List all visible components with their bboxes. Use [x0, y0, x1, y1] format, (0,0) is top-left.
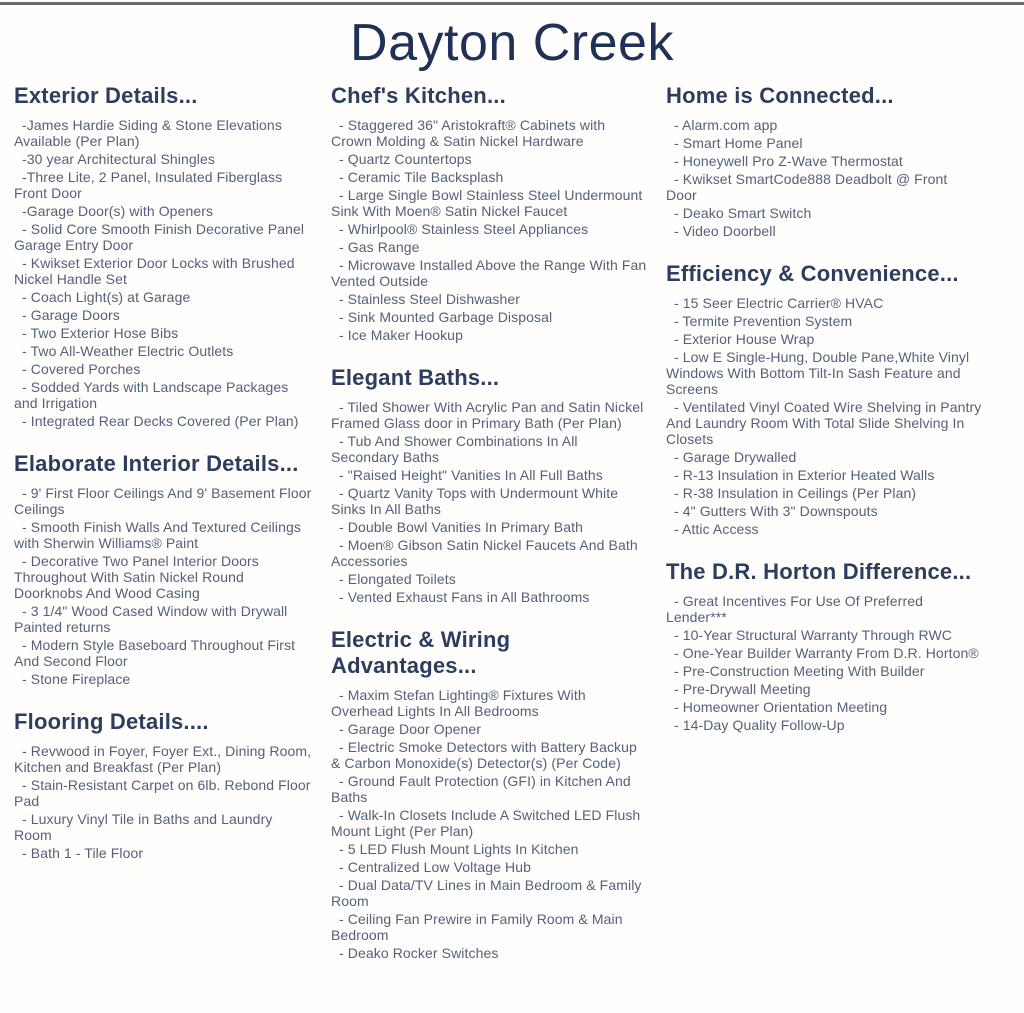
list-item: -30 year Architectural Shingles [22, 151, 215, 167]
list-item: - Ventilated Vinyl Coated Wire Shelving in Pantry And Laundry Room With Total Slide Shelving In Closets [666, 399, 982, 447]
list-item: - Stain-Resistant Carpet on 6lb. Rebond Floor Pad [14, 777, 311, 809]
page-title: Dayton Creek [350, 14, 674, 72]
list-item: - Large Single Bowl Stainless Steel Undermount Sink With Moen® Satin Nickel Faucet [331, 187, 643, 219]
list-item: - Quartz Countertops [339, 151, 472, 167]
section-heading: Elaborate Interior Details... [14, 451, 299, 476]
list-item: - 14-Day Quality Follow-Up [674, 717, 845, 733]
list-item: - Solid Core Smooth Finish Decorative Panel Garage Entry Door [14, 221, 305, 253]
list-item: - Centralized Low Voltage Hub [339, 859, 532, 875]
list-item: - Double Bowl Vanities In Primary Bath [339, 519, 583, 535]
list-item: - 9' First Floor Ceilings And 9' Basement Floor Ceilings [14, 485, 312, 517]
list-item: - Modern Style Baseboard Throughout First And Second Floor [14, 637, 296, 669]
list-item: - Ceramic Tile Backsplash [339, 169, 504, 185]
list-item: - 15 Seer Electric Carrier® HVAC [674, 295, 884, 311]
list-item: - Sink Mounted Garbage Disposal [339, 309, 553, 325]
list-item: - Electric Smoke Detectors with Battery Backup & Carbon Monoxide(s) Detector(s) (Per Code) [331, 739, 637, 771]
feature-columns [0, 83, 1024, 983]
list-item: - Garage Door Opener [339, 721, 482, 737]
section [331, 83, 649, 343]
list-item: - Exterior House Wrap [674, 331, 815, 347]
list-item: - Video Doorbell [674, 223, 776, 239]
list-item: - Termite Prevention System [674, 313, 853, 329]
section [14, 83, 314, 429]
list-item: - Decorative Two Panel Interior Doors Throughout With Satin Nickel Round Doorknobs And Wood Casing [14, 553, 259, 601]
section-heading: Exterior Details... [14, 83, 198, 108]
list-item: - Tub And Shower Combinations In All Secondary Baths [331, 433, 578, 465]
list-item: - 5 LED Flush Mount Lights In Kitchen [339, 841, 579, 857]
list-item: - One-Year Builder Warranty From D.R. Horton® [674, 645, 979, 661]
list-item: - 10-Year Structural Warranty Through RWC [674, 627, 952, 643]
list-item: - Gas Range [339, 239, 420, 255]
section [331, 627, 649, 961]
list-item: - Dual Data/TV Lines in Main Bedroom & Family Room [331, 877, 642, 909]
list-item: - R-13 Insulation in Exterior Heated Walls [674, 467, 935, 483]
feature-list [14, 485, 314, 687]
section [14, 451, 314, 687]
list-item: - Whirlpool® Stainless Steel Appliances [339, 221, 589, 237]
list-item: - Ice Maker Hookup [339, 327, 463, 343]
section [666, 83, 982, 239]
list-item: - Homeowner Orientation Meeting [674, 699, 888, 715]
list-item: - Alarm.com app [674, 117, 778, 133]
list-item: - Stone Fireplace [22, 671, 131, 687]
list-item: - Staggered 36" Aristokraft® Cabinets with Crown Molding & Satin Nickel Hardware [331, 117, 606, 149]
section-heading: Flooring Details.... [14, 709, 209, 734]
list-item: - Stainless Steel Dishwasher [339, 291, 520, 307]
list-item: - Two Exterior Hose Bibs [22, 325, 179, 341]
list-item: - Garage Drywalled [674, 449, 797, 465]
list-item: - Honeywell Pro Z-Wave Thermostat [674, 153, 903, 169]
feature-list [331, 399, 649, 605]
list-item: - Quartz Vanity Tops with Undermount White Sinks In All Baths [331, 485, 619, 517]
feature-list [14, 743, 314, 861]
column-3 [666, 83, 982, 755]
list-item: - Tiled Shower With Acrylic Pan and Satin Nickel Framed Glass door in Primary Bath (Per Plan) [331, 399, 644, 431]
feature-list [331, 687, 649, 961]
list-item: - Maxim Stefan Lighting® Fixtures With Overhead Lights In All Bedrooms [331, 687, 586, 719]
section-heading: The D.R. Horton Difference... [666, 559, 972, 584]
list-item: - Smart Home Panel [674, 135, 803, 151]
list-item: - Luxury Vinyl Tile in Baths and Laundry Room [14, 811, 273, 843]
list-item: - "Raised Height" Vanities In All Full Baths [339, 467, 603, 483]
list-item: - Deako Rocker Switches [339, 945, 499, 961]
list-item: - Ceiling Fan Prewire in Family Room & Main Bedroom [331, 911, 623, 943]
list-item: - R-38 Insulation in Ceilings (Per Plan) [674, 485, 917, 501]
list-item: - Sodded Yards with Landscape Packages and Irrigation [14, 379, 289, 411]
section [331, 365, 649, 605]
feature-list [331, 117, 649, 343]
section [14, 709, 314, 861]
list-item: - Revwood in Foyer, Foyer Ext., Dining Room, Kitchen and Breakfast (Per Plan) [14, 743, 312, 775]
list-item: - 3 1/4" Wood Cased Window with Drywall Painted returns [14, 603, 288, 635]
list-item: - Covered Porches [22, 361, 141, 377]
list-item: - Elongated Toilets [339, 571, 456, 587]
section [666, 559, 982, 733]
section-heading: Chef's Kitchen... [331, 83, 506, 108]
column-2 [331, 83, 649, 983]
list-item: - Vented Exhaust Fans in All Bathrooms [339, 589, 590, 605]
list-item: - Attic Access [674, 521, 759, 537]
list-item: - Deako Smart Switch [674, 205, 812, 221]
list-item: - Kwikset SmartCode888 Deadbolt @ Front Door [666, 171, 948, 203]
list-item: - Low E Single-Hung, Double Pane,White Vinyl Windows With Bottom Tilt-In Sash Feature and Screens [666, 349, 970, 397]
list-item: - Great Incentives For Use Of Preferred Lender*** [666, 593, 923, 625]
feature-sheet [0, 2, 1024, 983]
list-item: - 4" Gutters With 3" Downspouts [674, 503, 878, 519]
list-item: - Walk-In Closets Include A Switched LED Flush Mount Light (Per Plan) [331, 807, 641, 839]
list-item: - Pre-Drywall Meeting [674, 681, 811, 697]
list-item: - Integrated Rear Decks Covered (Per Plan) [22, 413, 299, 429]
section-heading: Electric & Wiring Advantages... [331, 627, 511, 678]
list-item: - Pre-Construction Meeting With Builder [674, 663, 925, 679]
list-item: - Bath 1 - Tile Floor [22, 845, 144, 861]
list-item: - Ground Fault Protection (GFI) in Kitchen And Baths [331, 773, 631, 805]
list-item: - Moen® Gibson Satin Nickel Faucets And Bath Accessories [331, 537, 638, 569]
section-heading: Elegant Baths... [331, 365, 500, 390]
list-item: - Two All-Weather Electric Outlets [22, 343, 234, 359]
list-item: - Garage Doors [22, 307, 120, 323]
list-item: -Garage Door(s) with Openers [22, 203, 214, 219]
section-heading: Efficiency & Convenience... [666, 261, 959, 286]
list-item: - Microwave Installed Above the Range With Fan Vented Outside [331, 257, 647, 289]
feature-list [666, 593, 982, 733]
list-item: - Kwikset Exterior Door Locks with Brushed Nickel Handle Set [14, 255, 295, 287]
list-item: -Three Lite, 2 Panel, Insulated Fiberglass Front Door [14, 169, 283, 201]
list-item: -James Hardie Siding & Stone Elevations Available (Per Plan) [14, 117, 282, 149]
feature-list [14, 117, 314, 429]
section [666, 261, 982, 537]
list-item: - Coach Light(s) at Garage [22, 289, 191, 305]
feature-list [666, 295, 982, 537]
column-1 [14, 83, 314, 883]
section-heading: Home is Connected... [666, 83, 894, 108]
list-item: - Smooth Finish Walls And Textured Ceilings with Sherwin Williams® Paint [14, 519, 301, 551]
top-divider [0, 2, 1024, 5]
feature-list [666, 117, 982, 239]
